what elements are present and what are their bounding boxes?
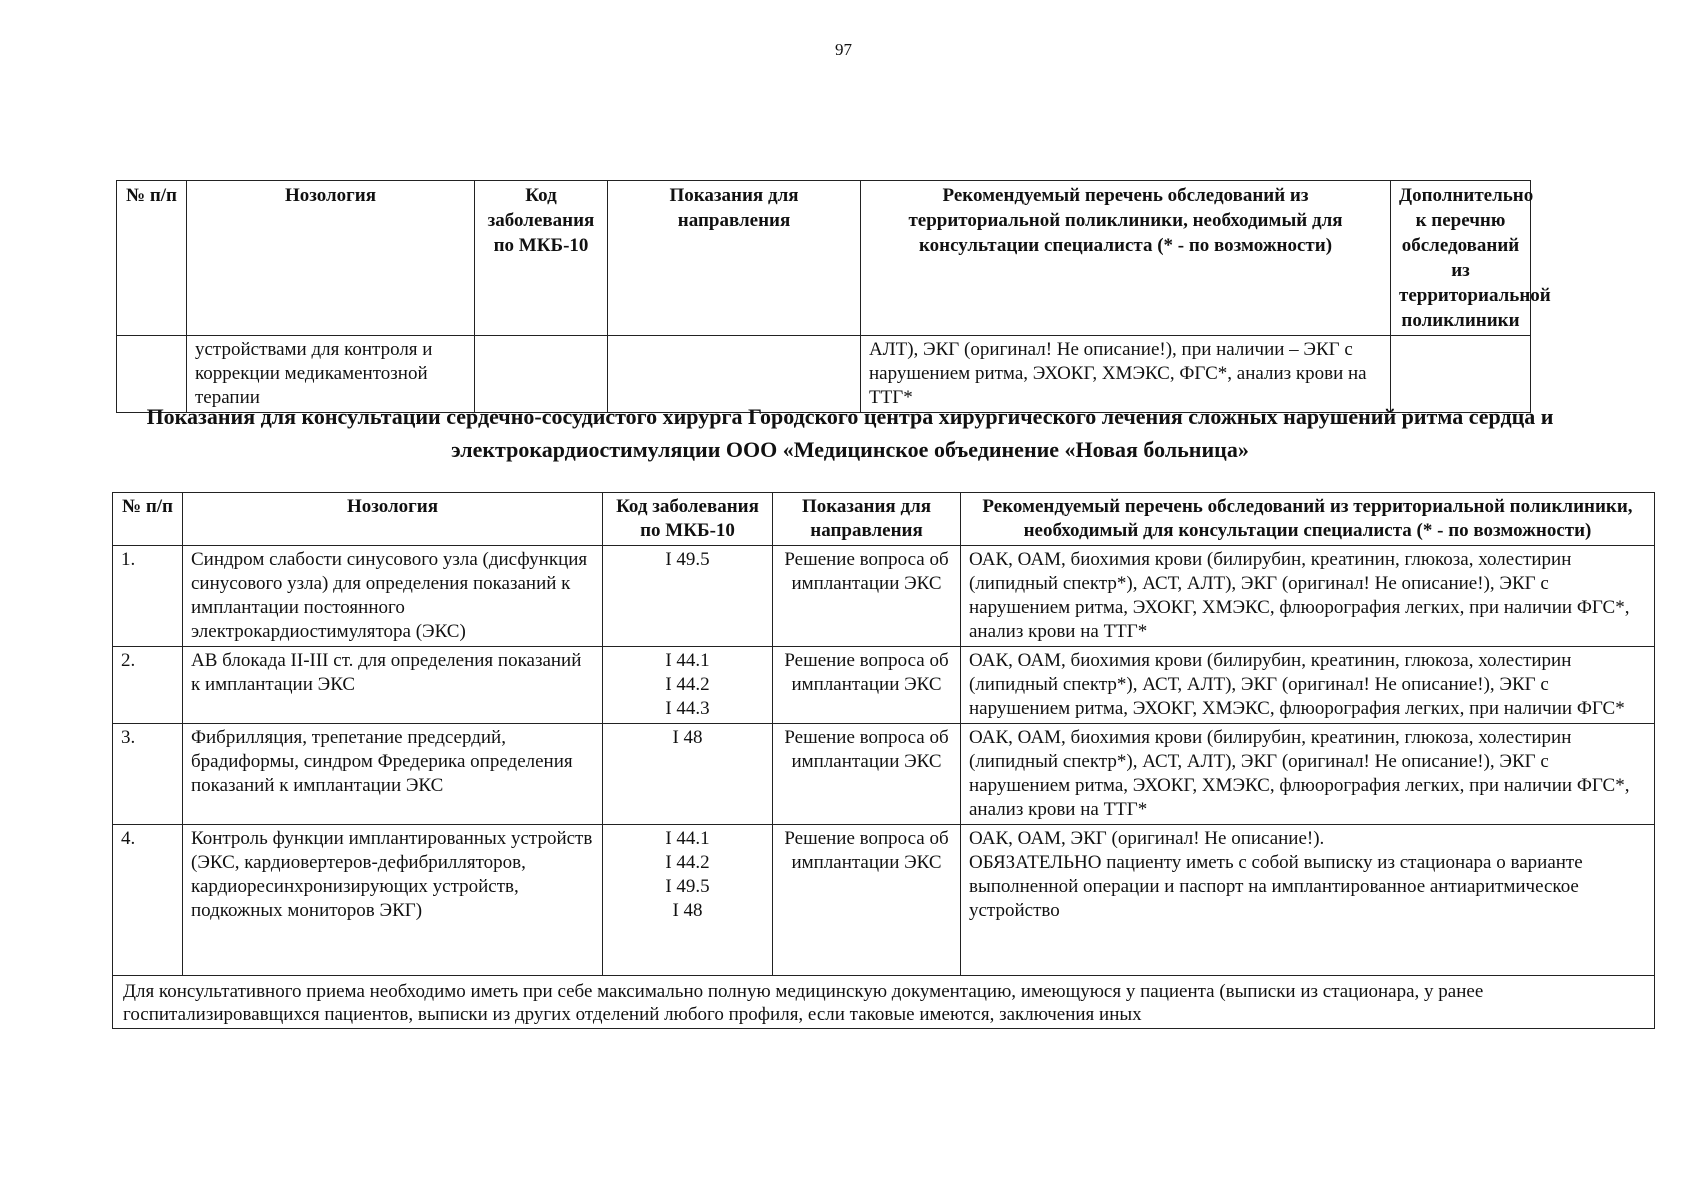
cell-exams: ОАК, ОАМ, биохимия крови (билирубин, креатинин, глюкоза, холестирин (липидный спектр*), АСТ, АЛТ), ЭКГ (оригинал! Не описание!), ЭКГ с нарушением ритма, ЭХОКГ, ХМЭКС, флюорография легких, при наличии ФГС*, анализ крови на ТТГ* bbox=[961, 724, 1655, 825]
header-code: Код заболевания по МКБ-10 bbox=[475, 181, 608, 336]
cell-exams: ОАК, ОАМ, биохимия крови (билирубин, креатинин, глюкоза, холестирин (липидный спектр*), АСТ, АЛТ), ЭКГ (оригинал! Не описание!), ЭКГ с нарушением ритма, ЭХОКГ, ХМЭКС, флюорография легких, при наличии ФГС* bbox=[961, 647, 1655, 724]
cell-nosology: Контроль функции имплантированных устройств (ЭКС, кардиовертеров-дефибрилляторов, кардиоресинхронизирующих устройств, подкожных мониторов ЭКГ) bbox=[183, 825, 603, 976]
cell-indications: Решение вопроса об имплантации ЭКС bbox=[773, 546, 961, 647]
table-footer-row bbox=[113, 976, 1655, 1029]
header-number: № п/п bbox=[117, 181, 187, 336]
cell-code: I 48 bbox=[603, 724, 773, 825]
header-exams: Рекомендуемый перечень обследований из территориальной поликлиники, необходимый для консультации специалиста (* - по возможности) bbox=[861, 181, 1391, 336]
indications-table bbox=[112, 492, 1655, 1029]
cell-code: I 44.1 I 44.2 I 44.3 bbox=[603, 647, 773, 724]
header-indications: Показания для направления bbox=[773, 493, 961, 546]
cell-indications: Решение вопроса об имплантации ЭКС bbox=[773, 647, 961, 724]
header-nosology: Нозология bbox=[183, 493, 603, 546]
table-continuation bbox=[116, 180, 1551, 413]
table-header-row bbox=[113, 493, 1655, 546]
cell-indications: Решение вопроса об имплантации ЭКС bbox=[773, 724, 961, 825]
cell-number: 1. bbox=[113, 546, 183, 647]
table-row bbox=[113, 647, 1655, 724]
header-number: № п/п bbox=[113, 493, 183, 546]
footer-note: Для консультативного приема необходимо иметь при себе максимально полную медицинскую документацию, имеющуюся у пациента (выписки из стационара, у ранее госпитализировавщихся пациентов, выписки из других отделений любого профиля, если таковые имеются, заключения иных bbox=[113, 976, 1655, 1029]
cell-nosology: Фибрилляция, трепетание предсердий, брадиформы, синдром Фредерика определения показаний к имплантации ЭКС bbox=[183, 724, 603, 825]
table-header-row bbox=[117, 181, 1531, 336]
header-indications: Показания для направления bbox=[608, 181, 861, 336]
cell-code: I 49.5 bbox=[603, 546, 773, 647]
cell-exams: ОАК, ОАМ, ЭКГ (оригинал! Не описание!). ОБЯЗАТЕЛЬНО пациенту иметь с собой выписку из стационара о варианте выполненной операции и паспорт на имплантированное антиаритмическое устройство bbox=[961, 825, 1655, 976]
page-number: 97 bbox=[835, 40, 852, 59]
cell-number: 3. bbox=[113, 724, 183, 825]
cell-nosology: устройствами для контроля и коррекции медикаментозной терапии bbox=[187, 336, 475, 413]
header-additional: Дополнительно к перечню обследований из территориальной поликлиники bbox=[1391, 181, 1531, 336]
cell-nosology: АВ блокада II-III ст. для определения показаний к имплантации ЭКС bbox=[183, 647, 603, 724]
header-exams: Рекомендуемый перечень обследований из территориальной поликлиники, необходимый для консультации специалиста (* - по возможности) bbox=[961, 493, 1655, 546]
cell-code: I 44.1 I 44.2 I 49.5 I 48 bbox=[603, 825, 773, 976]
header-nosology: Нозология bbox=[187, 181, 475, 336]
table-row bbox=[113, 825, 1655, 976]
cell-number: 2. bbox=[113, 647, 183, 724]
cell-nosology: Синдром слабости синусового узла (дисфункция синусового узла) для определения показаний к имплантации постоянного электрокардиостимулятора (ЭКС) bbox=[183, 546, 603, 647]
cell-exams: ОАК, ОАМ, биохимия крови (билирубин, креатинин, глюкоза, холестирин (липидный спектр*), АСТ, АЛТ), ЭКГ (оригинал! Не описание!), ЭКГ с нарушением ритма, ЭХОКГ, ХМЭКС, флюорография легких, при наличии ФГС*, анализ крови на ТТГ* bbox=[961, 546, 1655, 647]
header-code: Код заболевания по МКБ-10 bbox=[603, 493, 773, 546]
table-row bbox=[113, 546, 1655, 647]
cell-indications: Решение вопроса об имплантации ЭКС bbox=[773, 825, 961, 976]
cell-number: 4. bbox=[113, 825, 183, 976]
cell-exams: АЛТ), ЭКГ (оригинал! Не описание!), при наличии – ЭКГ с нарушением ритма, ЭХОКГ, ХМЭКС, ФГС*, анализ крови на ТТГ* bbox=[861, 336, 1391, 413]
table-row bbox=[113, 724, 1655, 825]
section-heading: Показания для консультации сердечно-сосудистого хирурга Городского центра хирургического лечения сложных нарушений ритма сердца и электрокардиостимуляции ООО «Медицинское объединение «Новая больница» bbox=[146, 404, 1554, 462]
